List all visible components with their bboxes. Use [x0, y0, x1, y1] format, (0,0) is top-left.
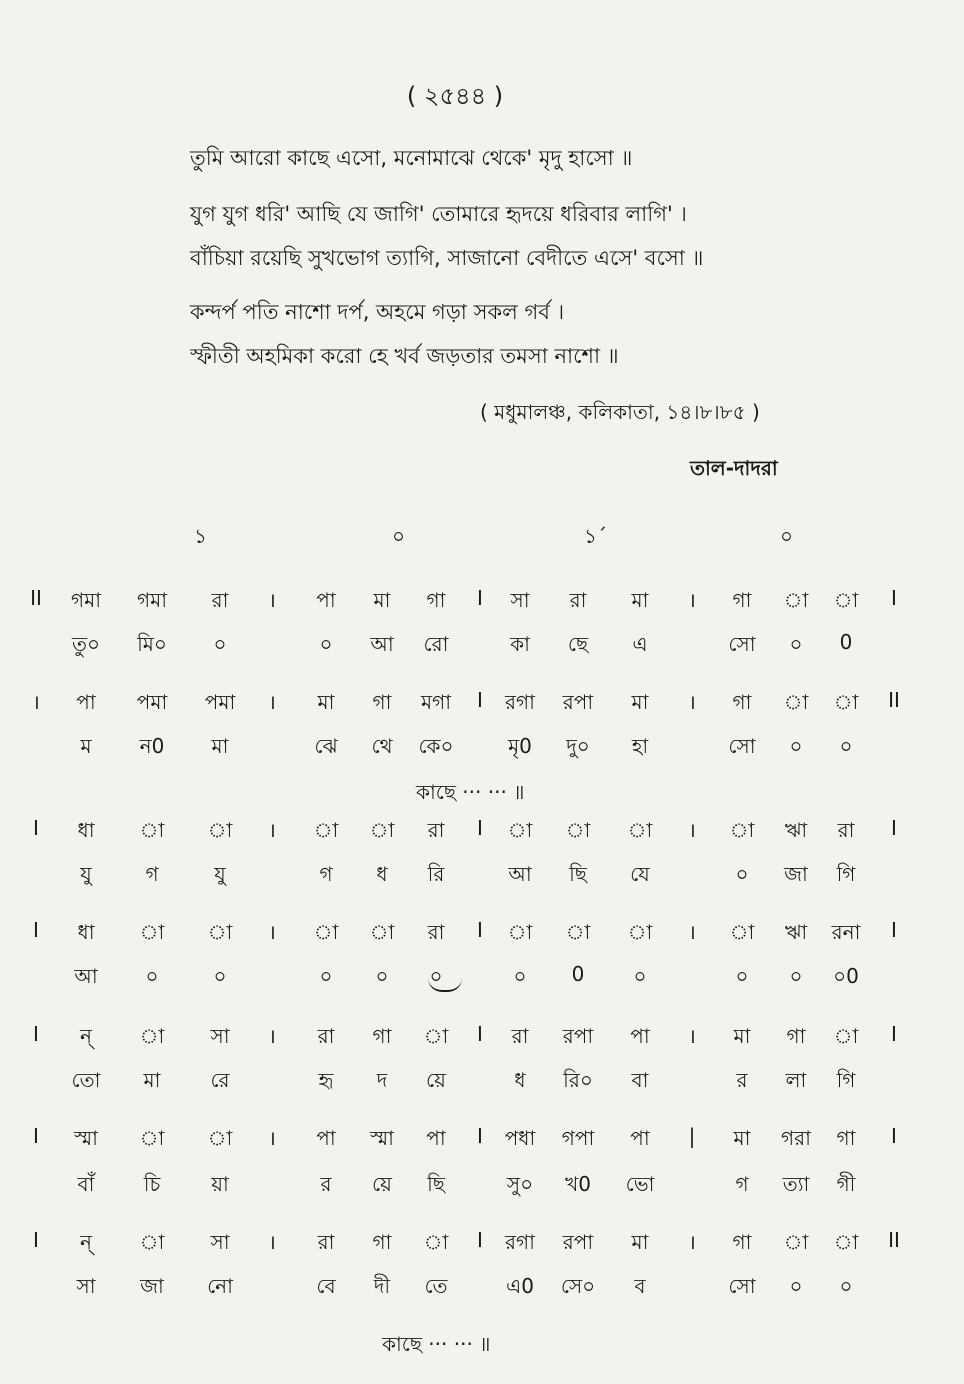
- swara-cell: রা: [569, 588, 587, 612]
- bani-cell: য়ে: [426, 1068, 446, 1092]
- bani-cell: আ: [74, 964, 98, 988]
- bani-cell: ০: [633, 964, 647, 988]
- swara-cell: I: [477, 688, 483, 712]
- bani-cell: সে০: [560, 1274, 596, 1298]
- bani-cell: ধ: [376, 862, 388, 886]
- swara-cell: া: [507, 818, 533, 842]
- swara-cell: ন্: [80, 1024, 92, 1048]
- bani-row: [0, 962, 964, 996]
- bani-cell: ঝে: [314, 734, 338, 758]
- swara-cell: গরা: [781, 1126, 811, 1150]
- bani-cell: রি০: [563, 1068, 593, 1092]
- bani-cell: দ: [376, 1068, 388, 1092]
- bani-cell: গি: [836, 1068, 856, 1092]
- swara-cell: পা: [76, 690, 96, 714]
- swara-cell: া: [565, 818, 591, 842]
- swara-cell: রা: [427, 920, 445, 944]
- swara-cell: রা: [837, 818, 855, 842]
- swara-cell: রা: [211, 588, 229, 612]
- swara-row: [0, 688, 964, 722]
- swara-cell: ।: [688, 690, 696, 714]
- swara-cell: পা: [316, 1126, 336, 1150]
- swara-cell: রপা: [562, 690, 594, 714]
- bani-cell: এ0: [506, 1274, 534, 1298]
- bani-row: [0, 860, 964, 894]
- bani-cell: র: [736, 1068, 748, 1092]
- swara-cell: রগা: [505, 690, 535, 714]
- swara-cell: গা: [372, 690, 392, 714]
- swara-cell: া: [423, 1024, 449, 1048]
- swara-cell: া: [833, 1230, 859, 1254]
- bani-cell: রি: [427, 862, 445, 886]
- swara-cell: গা: [372, 1230, 392, 1254]
- swara-cell: II: [888, 1228, 900, 1252]
- bani-cell: সো: [728, 1274, 756, 1298]
- swara-cell: I: [477, 1022, 483, 1046]
- bani-cell: ছি: [427, 1172, 445, 1196]
- swara-cell: ধা: [77, 818, 95, 842]
- refrain-continuation: কাছে ··· ··· ॥: [416, 780, 525, 804]
- beat-mark: ০: [392, 524, 406, 548]
- bani-cell: ০: [513, 964, 527, 988]
- bani-cell: গ: [735, 1172, 749, 1196]
- tala-name: তাল-দাদরা: [690, 456, 778, 480]
- swara-cell: পধা: [504, 1126, 536, 1150]
- bani-cell: ০: [789, 632, 803, 656]
- bani-cell: বে: [316, 1274, 336, 1298]
- source-citation: ( মধুমালঞ্চ, কলিকাতা, ১৪।৮।৮৫ ): [480, 400, 760, 424]
- swara-cell: সা: [510, 588, 530, 612]
- bani-cell: ০: [789, 1274, 803, 1298]
- swara-cell: রপা: [562, 1230, 594, 1254]
- bani-cell: গ: [145, 862, 159, 886]
- swara-cell: I: [891, 816, 897, 840]
- swara-cell: া: [207, 1126, 233, 1150]
- bani-cell: সো: [728, 734, 756, 758]
- swara-row: [0, 1228, 964, 1262]
- swara-cell: I: [891, 586, 897, 610]
- refrain-continuation: কাছে ··· ··· ॥: [382, 1332, 491, 1356]
- bani-cell: 0: [839, 630, 853, 654]
- bani-cell: জা: [140, 1274, 164, 1298]
- swara-cell: া: [833, 1024, 859, 1048]
- lyric-line: কন্দর্প পতি নাশো দর্প, অহমে গড়া সকল গর্ব ।: [190, 300, 565, 324]
- swara-cell: রনা: [831, 920, 861, 944]
- swara-cell: া: [369, 920, 395, 944]
- swara-cell: া: [369, 818, 395, 842]
- bani-cell: ০: [145, 964, 159, 988]
- swara-cell: া: [833, 588, 859, 612]
- bani-cell: ন0: [139, 734, 165, 758]
- bani-row: [0, 1170, 964, 1204]
- swara-cell: মা: [631, 690, 649, 714]
- bani-cell: ০: [375, 964, 389, 988]
- bani-cell: মা: [211, 734, 229, 758]
- swara-cell: া: [507, 920, 533, 944]
- swara-cell: া: [207, 818, 233, 842]
- bani-cell: তে: [424, 1274, 448, 1298]
- swara-cell: ।: [688, 818, 696, 842]
- swara-cell: সা: [210, 1024, 230, 1048]
- swara-cell: পা: [316, 588, 336, 612]
- bani-cell: লা: [785, 1068, 807, 1092]
- swara-cell: া: [139, 1024, 165, 1048]
- swara-cell: গপা: [561, 1126, 595, 1150]
- swara-cell: া: [139, 818, 165, 842]
- bani-cell: ০: [213, 964, 227, 988]
- bani-cell: যে: [630, 862, 650, 886]
- bani-cell: ০: [735, 862, 749, 886]
- bani-cell: ম: [80, 734, 92, 758]
- swara-cell: া: [783, 588, 809, 612]
- swara-cell: I: [33, 816, 39, 840]
- bani-cell: যু: [214, 862, 226, 886]
- swara-cell: ধা: [77, 920, 95, 944]
- swara-cell: I: [477, 918, 483, 942]
- bani-cell: দু০: [566, 734, 590, 758]
- bani-cell: হা: [631, 734, 649, 758]
- swara-cell: ।: [268, 1024, 276, 1048]
- bani-row: [0, 630, 964, 664]
- bani-cell: য়ে: [372, 1172, 392, 1196]
- swara-cell: রা: [317, 1230, 335, 1254]
- swara-cell: া: [423, 1230, 449, 1254]
- swara-cell: মা: [733, 1126, 751, 1150]
- bani-cell: কে০: [418, 734, 454, 758]
- swara-cell: I: [33, 1228, 39, 1252]
- swara-cell: া: [783, 1230, 809, 1254]
- bani-cell: গি: [836, 862, 856, 886]
- swara-cell: া: [729, 818, 755, 842]
- swara-cell: মা: [373, 588, 391, 612]
- bani-cell: ০: [839, 1274, 853, 1298]
- lyric-line: যুগ যুগ ধরি' আছি যে জাগি' তোমারে হৃদয়ে ধরিবার লাগি' ।: [190, 202, 687, 226]
- bani-cell: যু: [80, 862, 92, 886]
- swara-cell: া: [627, 920, 653, 944]
- bani-row: [0, 732, 964, 766]
- swara-cell: I: [891, 1022, 897, 1046]
- swara-cell: া: [207, 920, 233, 944]
- swara-cell: |: [688, 1124, 696, 1148]
- bani-cell: বা: [631, 1068, 649, 1092]
- swara-cell: া: [313, 920, 339, 944]
- bani-cell: ছে: [567, 632, 589, 656]
- beat-mark: ১´: [584, 524, 607, 548]
- swara-cell: মা: [733, 1024, 751, 1048]
- swara-cell: I: [33, 918, 39, 942]
- bani-cell: তু০: [71, 632, 101, 656]
- swara-cell: I: [891, 1124, 897, 1148]
- bani-cell: রো: [423, 632, 449, 656]
- swara-cell: রগা: [505, 1230, 535, 1254]
- swara-cell: ।: [268, 818, 276, 842]
- bani-cell: সা: [76, 1274, 96, 1298]
- bani-cell: ব: [634, 1274, 646, 1298]
- beat-mark: ০: [780, 524, 794, 548]
- swara-cell: I: [477, 1228, 483, 1252]
- bani-cell: মৃ0: [508, 734, 532, 758]
- swara-cell: মা: [317, 690, 335, 714]
- swara-cell: গমা: [70, 588, 102, 612]
- bani-cell: সো: [728, 632, 756, 656]
- swara-cell: া: [783, 690, 809, 714]
- swara-cell: I: [477, 816, 483, 840]
- swara-cell: ।: [268, 1126, 276, 1150]
- bani-cell: ছি: [569, 862, 587, 886]
- swara-cell: সা: [210, 1230, 230, 1254]
- swara-cell: া: [139, 920, 165, 944]
- swara-row: [0, 1124, 964, 1158]
- swara-cell: গা: [786, 1024, 806, 1048]
- swara-cell: ঋা: [784, 920, 808, 944]
- swara-cell: গা: [426, 588, 446, 612]
- bani-cell: জা: [784, 862, 808, 886]
- bani-cell: মি০: [137, 632, 167, 656]
- bani-row: [0, 1066, 964, 1100]
- bani-cell: সু০: [506, 1172, 534, 1196]
- lyric-line: স্ফীতী অহমিকা করো হে খর্ব জড়তার তমসা নাশো ॥: [190, 344, 619, 368]
- swara-cell: গমা: [136, 588, 168, 612]
- swara-cell: পা: [630, 1126, 650, 1150]
- bani-cell: ০: [789, 734, 803, 758]
- swara-cell: পমা: [136, 690, 168, 714]
- swara-cell: ।: [688, 588, 696, 612]
- bani-cell: থে: [371, 734, 393, 758]
- bani-cell: কা: [510, 632, 530, 656]
- lyric-line: তুমি আরো কাছে এসো, মনোমাঝে থেকে' মৃদু হাসো ॥: [190, 146, 633, 170]
- swara-cell: া: [729, 920, 755, 944]
- swara-cell: গা: [836, 1126, 856, 1150]
- bani-cell: আ: [370, 632, 394, 656]
- swara-cell: রা: [317, 1024, 335, 1048]
- swara-cell: ন্: [80, 1230, 92, 1254]
- bani-cell: মা: [143, 1068, 161, 1092]
- swara-cell: ।: [688, 1024, 696, 1048]
- bani-cell: আ: [508, 862, 532, 886]
- bani-row: [0, 1272, 964, 1306]
- bani-cell: ০: [319, 632, 333, 656]
- bani-cell: নো: [207, 1274, 233, 1298]
- bani-cell: ০: [429, 964, 443, 988]
- swara-cell: া: [627, 818, 653, 842]
- bani-cell: খ0: [565, 1172, 591, 1196]
- swara-cell: ।: [688, 1230, 696, 1254]
- bani-cell: বাঁ: [77, 1172, 95, 1196]
- bani-cell: দী: [373, 1274, 391, 1298]
- swara-cell: রা: [511, 1024, 529, 1048]
- bani-cell: ০: [213, 632, 227, 656]
- bani-cell: র: [320, 1172, 332, 1196]
- bani-cell: য়া: [211, 1172, 229, 1196]
- bani-cell: রে: [210, 1068, 230, 1092]
- swara-cell: ।: [688, 920, 696, 944]
- swara-cell: I: [477, 1124, 483, 1148]
- swara-cell: ।: [268, 588, 276, 612]
- swara-cell: রপা: [562, 1024, 594, 1048]
- bani-cell: এ: [632, 632, 648, 656]
- bani-cell: হৃ: [318, 1068, 334, 1092]
- swara-cell: II: [888, 688, 900, 712]
- swara-cell: I: [33, 1022, 39, 1046]
- swara-cell: I: [891, 918, 897, 942]
- swara-cell: পা: [426, 1126, 446, 1150]
- bani-cell: গ: [319, 862, 333, 886]
- beat-mark: ১: [194, 524, 207, 548]
- swara-cell: পমা: [204, 690, 236, 714]
- swara-cell: I: [477, 586, 483, 610]
- swara-cell: I: [33, 1124, 39, 1148]
- bani-cell: গী: [836, 1172, 856, 1196]
- swara-cell: গা: [372, 1024, 392, 1048]
- swara-cell: পা: [630, 1024, 650, 1048]
- bani-cell: ত্যা: [782, 1172, 810, 1196]
- bani-cell: ভো: [625, 1172, 655, 1196]
- bani-cell: ০: [789, 964, 803, 988]
- swara-cell: গা: [732, 1230, 752, 1254]
- swara-cell: মা: [631, 588, 649, 612]
- swara-cell: া: [313, 818, 339, 842]
- bani-cell: ০: [735, 964, 749, 988]
- swara-cell: া: [565, 920, 591, 944]
- swara-row: [0, 816, 964, 850]
- bani-cell: তো: [71, 1068, 101, 1092]
- bani-cell: ধ: [514, 1068, 526, 1092]
- swara-cell: া: [833, 690, 859, 714]
- swara-cell: ।: [268, 690, 276, 714]
- swara-cell: স্মা: [370, 1126, 394, 1150]
- bani-cell: চি: [143, 1172, 161, 1196]
- swara-cell: মগা: [420, 690, 452, 714]
- bani-cell: 0: [571, 962, 585, 986]
- bani-cell: ০: [839, 734, 853, 758]
- swara-cell: মা: [631, 1230, 649, 1254]
- swara-cell: ।: [268, 920, 276, 944]
- swara-cell: া: [139, 1126, 165, 1150]
- swara-cell: II: [30, 586, 42, 610]
- lyric-line: বাঁচিয়া রয়েছি সুখভোগ ত্যাগি, সাজানো বেদীতে এসে' বসো ॥: [190, 246, 704, 270]
- swara-cell: স্মা: [74, 1126, 98, 1150]
- swara-cell: া: [139, 1230, 165, 1254]
- swara-cell: গা: [732, 690, 752, 714]
- page-number: ( ২৫৪৪ ): [406, 82, 504, 110]
- swara-cell: ঋা: [784, 818, 808, 842]
- swara-row: [0, 1022, 964, 1056]
- bani-cell: ০: [319, 964, 333, 988]
- swara-row: [0, 918, 964, 952]
- swara-cell: ।: [32, 690, 40, 714]
- swara-cell: ।: [268, 1230, 276, 1254]
- swara-cell: রা: [427, 818, 445, 842]
- swara-row: [0, 586, 964, 620]
- swara-cell: গা: [732, 588, 752, 612]
- bani-cell: ০0: [833, 964, 859, 988]
